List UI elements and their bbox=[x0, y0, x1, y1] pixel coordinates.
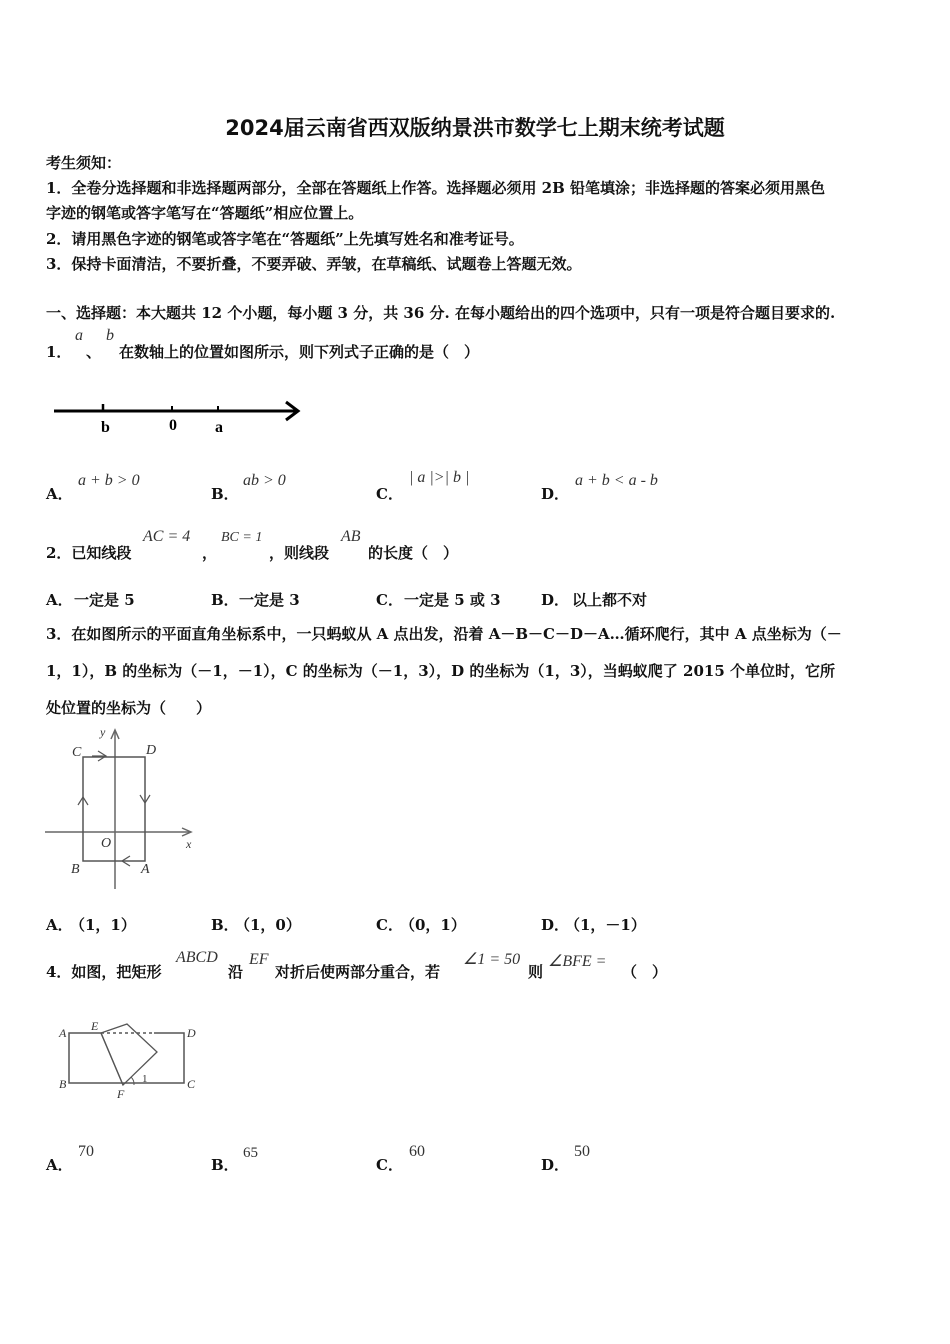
q2-option-a-value: 一定是 5 bbox=[74, 591, 135, 609]
notice-line-1b: 字迹的钢笔或答字笔写在“答题纸”相应位置上。 bbox=[46, 204, 364, 222]
rect-label-d: D bbox=[187, 1026, 196, 1040]
q3-option-c-label[interactable]: C． bbox=[376, 916, 403, 934]
q4-math-ef: EF bbox=[249, 951, 269, 968]
page-title: 2024届云南省西双版纳景洪市数学七上期末统考试题 bbox=[225, 116, 725, 140]
q4-option-b-value: 65 bbox=[243, 1145, 258, 1161]
q3-option-b-value: （1，0） bbox=[235, 916, 301, 934]
notice-heading: 考生须知： bbox=[46, 154, 122, 172]
notice-line-1a: 1．全卷分选择题和非选择题两部分，全部在答题纸上作答。选择题必须用 2B 铅笔填涂；非选择题的答案必须用黑色 bbox=[46, 179, 826, 197]
q2-text-start: 2．已知线段 bbox=[46, 544, 132, 562]
q4-text-fold: 对折后使两部分重合，若 bbox=[275, 963, 441, 981]
number-line-figure bbox=[50, 395, 310, 440]
coordinate-figure bbox=[40, 725, 205, 895]
q4-option-d-label[interactable]: D． bbox=[541, 1156, 570, 1174]
q2-math-ab: AB bbox=[341, 528, 361, 545]
q4-math-angle1: ∠1 = 50 bbox=[463, 951, 521, 968]
q1-option-a-value: a + b > 0 bbox=[78, 472, 140, 489]
q1-option-c-value: | a |>| b | bbox=[409, 469, 470, 486]
q2-option-c-label[interactable]: C． bbox=[376, 591, 403, 609]
q3-option-c-value: （0，1） bbox=[400, 916, 466, 934]
rect-label-e: E bbox=[91, 1019, 99, 1033]
q3-option-d-value: （1，－1） bbox=[565, 916, 646, 934]
q1-option-b-label[interactable]: B． bbox=[211, 485, 239, 503]
q1-text: 在数轴上的位置如图所示，则下列式子正确的是（ ） bbox=[119, 343, 480, 361]
rect-label-a: A bbox=[59, 1026, 67, 1040]
q3-line-2: 1，1），B 的坐标为（－1，－1），C 的坐标为（－1，3），D 的坐标为（1，3），当蚂蚁爬了 2015 个单位时，它所 bbox=[46, 662, 835, 680]
q2-math-bc: BC = 1 bbox=[221, 530, 263, 545]
q1-option-d-label[interactable]: D． bbox=[541, 485, 570, 503]
rect-label-f: F bbox=[117, 1087, 125, 1101]
angle-label-1: 1 bbox=[142, 1073, 148, 1085]
axis-label-y: y bbox=[100, 725, 106, 739]
rect-label-c: C bbox=[187, 1077, 196, 1091]
q2-option-d-value: 以上都不对 bbox=[572, 591, 648, 609]
section-heading: 一、选择题：本大题共 12 个小题，每小题 3 分，共 36 分. 在每小题给出的四个选项中，只有一项是符合题目要求的. bbox=[46, 304, 836, 322]
fold-rectangle-figure bbox=[50, 1010, 210, 1105]
point-label-d: D bbox=[146, 743, 157, 758]
q4-math-angle-bfe: ∠BFE = bbox=[548, 953, 607, 970]
q1-var-a: a bbox=[75, 327, 83, 344]
q4-option-c-label[interactable]: C． bbox=[376, 1156, 403, 1174]
q4-option-c-value: 60 bbox=[409, 1143, 425, 1160]
q2-option-b-value: 一定是 3 bbox=[239, 591, 300, 609]
q2-option-a-label[interactable]: A． bbox=[46, 591, 73, 609]
q2-option-d-label[interactable]: D． bbox=[541, 591, 570, 609]
q1-option-a-label[interactable]: A． bbox=[46, 485, 73, 503]
q4-option-b-label[interactable]: B． bbox=[211, 1156, 239, 1174]
q3-option-a-value: （1，1） bbox=[70, 916, 136, 934]
point-label-b: B bbox=[71, 862, 80, 877]
q1-var-b: b bbox=[106, 327, 114, 344]
q2-math-ac: AC = 4 bbox=[143, 528, 191, 545]
q4-text-then: 则 bbox=[528, 963, 544, 981]
q3-line-1: 3．在如图所示的平面直角坐标系中，一只蚂蚁从 A 点出发，沿着 A－B－C－D－A…循环爬行，其中 A 点坐标为（－ bbox=[46, 625, 842, 643]
rect-label-b: B bbox=[59, 1077, 67, 1091]
q3-option-a-label[interactable]: A． bbox=[46, 916, 73, 934]
axis-label-a: a bbox=[215, 419, 223, 436]
q4-math-abcd: ABCD bbox=[176, 949, 218, 966]
q3-option-d-label[interactable]: D． bbox=[541, 916, 570, 934]
q2-text-end: 的长度（ ） bbox=[368, 544, 459, 562]
axis-label-zero: 0 bbox=[169, 417, 177, 434]
axis-label-b: b bbox=[101, 419, 110, 436]
q3-line-3: 处位置的坐标为（ ） bbox=[46, 699, 212, 717]
notice-line-3: 3．保持卡面清洁，不要折叠，不要弄破、弄皱，在草稿纸、试题卷上答题无效。 bbox=[46, 255, 582, 273]
q1-option-d-value: a + b < a - b bbox=[575, 472, 658, 489]
q4-text-along: 沿 bbox=[228, 963, 244, 981]
q1-number: 1． bbox=[46, 343, 72, 361]
q1-option-b-value: ab > 0 bbox=[243, 472, 286, 489]
q1-option-c-label[interactable]: C． bbox=[376, 485, 403, 503]
notice-line-2: 2．请用黑色字迹的钢笔或答字笔在“答题纸”上先填写姓名和准考证号。 bbox=[46, 230, 524, 248]
q2-option-b-label[interactable]: B． bbox=[211, 591, 239, 609]
q4-text-start: 4．如图，把矩形 bbox=[46, 963, 162, 981]
q4-text-end: （ ） bbox=[622, 963, 668, 981]
q1-separator: 、 bbox=[86, 343, 102, 361]
axis-label-x: x bbox=[186, 837, 192, 851]
q4-option-a-label[interactable]: A． bbox=[46, 1156, 73, 1174]
point-label-c: C bbox=[72, 745, 82, 760]
q2-text-mid: ，则线段 bbox=[269, 544, 330, 562]
q4-option-a-value: 70 bbox=[78, 1143, 94, 1160]
q3-option-b-label[interactable]: B． bbox=[211, 916, 239, 934]
point-label-a: A bbox=[141, 862, 150, 877]
q2-comma: ， bbox=[202, 544, 218, 562]
q2-option-c-value: 一定是 5 或 3 bbox=[404, 591, 501, 609]
q4-option-d-value: 50 bbox=[574, 1143, 590, 1160]
origin-label: O bbox=[101, 836, 112, 851]
